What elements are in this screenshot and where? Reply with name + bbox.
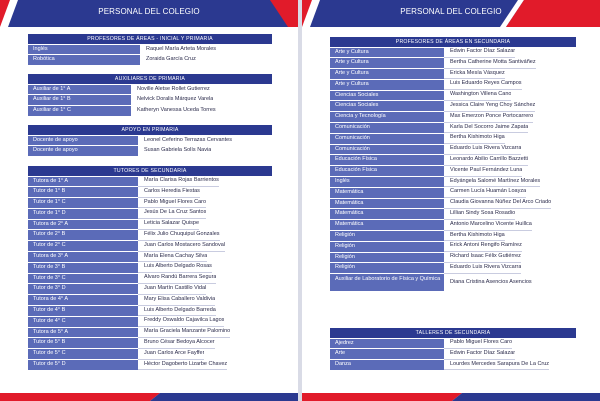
person-name: Karla Del Socorro Jaime Zapata xyxy=(444,123,528,134)
role-label: Tutora de 1° A xyxy=(28,177,138,187)
table-row xyxy=(28,306,272,317)
table-row xyxy=(28,316,272,327)
person-name: Noville Aletse Rollet Gutierrez xyxy=(137,85,210,92)
role-label: Tutor de 5° C xyxy=(28,349,138,359)
role-label: Auxiliar de 1° C xyxy=(28,106,131,116)
table-row xyxy=(28,198,272,209)
workshop-label: Arte xyxy=(330,349,444,359)
table-row xyxy=(330,69,576,80)
table-row xyxy=(28,208,272,219)
person-name: Jessica Claire Yeng Choy Sánchez xyxy=(444,101,535,112)
person-name: Luis Alberto Delgado Rosas xyxy=(138,262,212,273)
area-label: Matemática xyxy=(330,199,444,209)
person-name: Raquel María Arteta Morales xyxy=(146,45,217,52)
person-name: Carmen Lucía Huamán Loayza xyxy=(444,187,526,198)
table-row xyxy=(330,144,576,155)
person-name: Bruno César Bedoya Alcocer xyxy=(138,338,215,349)
person-name: Luis Eduardo Reyes Campos xyxy=(444,79,522,90)
role-label: Tutora de 3° A xyxy=(28,252,138,262)
person-name: Pablo Miguel Flores Caro xyxy=(444,338,512,349)
role-label: Auxiliar de 1° B xyxy=(28,95,131,105)
table-row xyxy=(330,187,576,198)
table-row xyxy=(28,241,272,252)
right-page xyxy=(302,0,600,401)
person-name: Vicente Paul Fernández Luna xyxy=(444,166,522,177)
table-row xyxy=(330,101,576,112)
table-row xyxy=(28,262,272,273)
role-label: Auxiliar de 1° A xyxy=(28,85,131,95)
person-name: Félix Julio Chuquipul Gonzales xyxy=(138,230,220,241)
person-name: Antonio Marcelino Vicente Huillca xyxy=(444,220,532,231)
area-label: Comunicación xyxy=(330,145,444,155)
area-label: Auxiliar de Laboratorio de Física y Química xyxy=(330,274,444,291)
person-name: Freddy Oswaldo Cajavilca Lagos xyxy=(138,316,224,327)
role-label: Tutora de 2° A xyxy=(28,220,138,230)
table-row xyxy=(330,360,576,371)
table-row xyxy=(330,166,576,177)
person-name: Eduardo Luis Rivera Vizcarra xyxy=(444,144,521,155)
role-label: Docente de apoyo xyxy=(28,146,138,156)
person-name: Diana Cristina Asencios Asencios xyxy=(450,279,532,286)
table-row xyxy=(28,273,272,284)
person-name: Edyángela Salomé Martínez Morales xyxy=(444,177,540,188)
person-name: Leonel Ceferino Terrazas Cervantes xyxy=(144,136,232,143)
role-label: Tutor de 1° C xyxy=(28,198,138,208)
table-row xyxy=(28,338,272,349)
person-name: María Clarisa Rojas Barrientos xyxy=(138,176,219,187)
table-row xyxy=(330,209,576,220)
area-label: Educación Física xyxy=(330,166,444,176)
table-row xyxy=(330,338,576,349)
workshop-label: Ajedrez xyxy=(330,339,444,349)
section-apoyo-primaria xyxy=(28,125,272,157)
role-label: Tutor de 2° B xyxy=(28,230,138,240)
table-row xyxy=(330,47,576,58)
person-name: Héctor Dagoberto Lizarbe Chavez xyxy=(138,360,227,371)
left-page-title: PERSONAL DEL COLEGIO xyxy=(98,7,200,16)
table-row xyxy=(28,55,272,66)
area-label: Inglés xyxy=(330,177,444,187)
person-name: Susan Gabriela Solís Navia xyxy=(144,147,212,154)
section-heading: AUXILIARES DE PRIMARIA xyxy=(28,74,272,84)
table-row xyxy=(28,146,272,157)
person-name: María Graciela Manzante Palomino xyxy=(138,327,230,338)
table-row xyxy=(330,133,576,144)
table-row xyxy=(28,252,272,263)
table-row xyxy=(330,155,576,166)
table-row xyxy=(28,95,272,106)
area-label: Religión xyxy=(330,231,444,241)
table-row xyxy=(330,252,576,263)
table-row xyxy=(28,187,272,198)
area-label: Matemática xyxy=(330,220,444,230)
person-name: Richard Isaac Félix Gutiérrez xyxy=(444,252,521,263)
role-label: Tutor de 4° C xyxy=(28,317,138,327)
section-areas-secundaria xyxy=(330,37,576,292)
left-header xyxy=(0,0,298,27)
table-row xyxy=(330,79,576,90)
table-row xyxy=(330,58,576,69)
person-name: Max Emerzon Ponce Portocarrero xyxy=(444,112,533,123)
section-heading: APOYO EN PRIMARIA xyxy=(28,125,272,135)
role-label: Docente de apoyo xyxy=(28,136,138,146)
role-label: Tutora de 4° A xyxy=(28,295,138,305)
table-row xyxy=(28,219,272,230)
table-row xyxy=(28,176,272,187)
person-name: Carlos Heredia Fiestas xyxy=(138,187,200,198)
area-label: Matemática xyxy=(330,188,444,198)
role-label: Tutor de 4° B xyxy=(28,306,138,316)
area-label: Arte y Cultura xyxy=(330,48,444,58)
area-label: Arte y Cultura xyxy=(330,69,444,79)
person-name: Leonardo Abilio Carrillo Bazzetti xyxy=(444,155,528,166)
person-name: Lillian Sindy Sosa Rosadio xyxy=(444,209,515,220)
section-auxiliares-primaria xyxy=(28,74,272,116)
role-label: Tutor de 1° B xyxy=(28,187,138,197)
person-name: Jesús De La Cruz Santos xyxy=(138,208,206,219)
table-row xyxy=(330,198,576,209)
area-label: Ciencia y Tecnología xyxy=(330,112,444,122)
person-name: Nelvick Doralis Márquez Varela xyxy=(137,96,214,103)
person-name: Bertha Kishimoto Higa xyxy=(444,231,505,242)
area-label: Comunicación xyxy=(330,123,444,133)
role-label: Tutora de 5° A xyxy=(28,328,138,338)
person-name: Eduardo Luis Rivera Vizcarra xyxy=(444,263,521,274)
section-heading: TUTORES DE SECUNDARIA xyxy=(28,166,272,176)
table-row xyxy=(28,135,272,146)
person-name: Pablo Miguel Flores Caro xyxy=(138,198,206,209)
role-label: Tutor de 3° B xyxy=(28,263,138,273)
table-row xyxy=(330,231,576,242)
area-label: Educación Física xyxy=(330,155,444,165)
person-name: Katheryn Vanessa Uceda Torres xyxy=(137,107,216,114)
person-name: María Elena Cachay Silva xyxy=(138,252,207,263)
person-name: Bertha Kishimoto Higa xyxy=(444,133,505,144)
person-name: Juan Carlos Mostacero Sandoval xyxy=(138,241,225,252)
table-row xyxy=(330,112,576,123)
person-name: Luis Alberto Delgado Barreda xyxy=(138,306,216,317)
table-row xyxy=(330,349,576,360)
person-name: Zoraida García Cruz xyxy=(146,56,196,63)
table-row xyxy=(330,177,576,188)
person-name: Juan Martín Castillo Vidal xyxy=(138,284,206,295)
role-label: Tutor de 2° C xyxy=(28,241,138,251)
table-row xyxy=(330,123,576,134)
section-tutores-secundaria xyxy=(28,166,272,370)
table-row xyxy=(330,263,576,274)
area-label: Religión xyxy=(330,242,444,252)
table-row xyxy=(28,295,272,306)
area-label: Ciencias Sociales xyxy=(330,101,444,111)
section-heading: PROFESORES DE ÁREAS - INICIAL Y PRIMARIA xyxy=(28,34,272,44)
table-row xyxy=(330,220,576,231)
workshop-label: Danza xyxy=(330,360,444,370)
role-label: Tutor de 5° B xyxy=(28,338,138,348)
person-name: Edwin Factor Díaz Salazar xyxy=(444,349,515,360)
left-footer-stripe xyxy=(0,393,298,401)
person-name: Erick Antoni Rengifo Ramírez xyxy=(444,241,522,252)
person-name: Lourdes Mercedes Sarapura De La Cruz xyxy=(444,360,549,371)
area-label: Ciencias Sociales xyxy=(330,91,444,101)
area-label: Comunicación xyxy=(330,134,444,144)
table-row xyxy=(330,274,576,292)
section-areas-inicial-primaria xyxy=(28,34,272,66)
table-row xyxy=(28,44,272,55)
area-label: Arte y Cultura xyxy=(330,58,444,68)
person-name: Alvaro Randú Barrera Segura xyxy=(138,273,216,284)
table-row xyxy=(28,106,272,117)
person-name: Edwin Factor Díaz Salazar xyxy=(444,47,515,58)
table-row xyxy=(28,360,272,371)
left-page xyxy=(0,0,298,401)
role-label: Tutor de 1° D xyxy=(28,209,138,219)
area-label: Religión xyxy=(330,253,444,263)
role-label: Tutor de 5° D xyxy=(28,360,138,370)
section-talleres-secundaria xyxy=(330,328,576,370)
person-name: Mary Elisa Caballero Valdivia xyxy=(138,295,215,306)
right-footer-stripe xyxy=(302,393,600,401)
right-page-title: PERSONAL DEL COLEGIO xyxy=(400,7,502,16)
area-label: Arte y Cultura xyxy=(330,80,444,90)
person-name: Washington Villena Cano xyxy=(444,90,511,101)
person-name: Leticia Salazar Quispe xyxy=(138,219,199,230)
table-row xyxy=(28,284,272,295)
section-heading: TALLERES DE SECUNDARIA xyxy=(330,328,576,338)
area-label: Religión xyxy=(330,263,444,273)
area-label: Matemática xyxy=(330,209,444,219)
table-row xyxy=(28,84,272,95)
role-label: Robótica xyxy=(28,55,140,65)
table-row xyxy=(330,241,576,252)
person-name: Claudia Giovanna Núñez Del Arco Criado xyxy=(444,198,551,209)
table-row xyxy=(330,90,576,101)
table-row xyxy=(28,327,272,338)
role-label: Inglés xyxy=(28,45,140,55)
section-heading: PROFESORES DE ÁREAS EN SECUNDARIA xyxy=(330,37,576,47)
person-name: Ericka Mesía Vásquez xyxy=(444,69,505,80)
person-name: Juan Carlos Arce Fayffer xyxy=(138,349,204,360)
right-header xyxy=(302,0,600,27)
role-label: Tutor de 3° C xyxy=(28,274,138,284)
table-row xyxy=(28,349,272,360)
table-row xyxy=(28,230,272,241)
person-name: Bertha Catherine Motta Santiváñez xyxy=(444,58,536,69)
role-label: Tutor de 3° D xyxy=(28,284,138,294)
